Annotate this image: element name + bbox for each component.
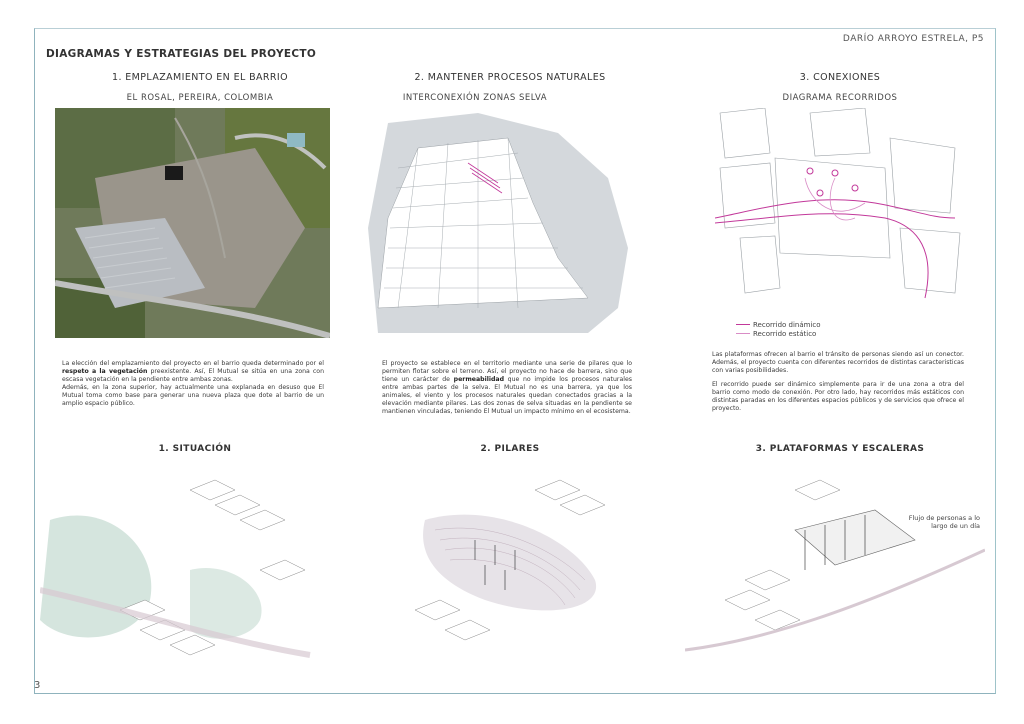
legend-dynamic: Recorrido dinámico xyxy=(753,320,821,329)
section-1-title: 1. EMPLAZAMIENTO EN EL BARRIO xyxy=(112,72,288,83)
author-label: DARÍO ARROYO ESTRELA, P5 xyxy=(842,34,984,44)
routes-legend xyxy=(736,320,821,338)
section-3-subtitle: DIAGRAMA RECORRIDOS xyxy=(782,93,898,103)
section-3-text: Las plataformas ofrecen al barrio el tránsito de personas siendo así un conector. Además, el proyecto cuenta con diferentes recorridos de distintas caracteristicas con varias posibilidades. El recorrido puede ser dinámico simplemente para ir de una zona a otra del barrio como modo de conexión. Por otro lado, hay recorridos más estáticos con distintas paradas en los diferentes espacios públicos y de servicios que ofrece el proyecto. xyxy=(712,351,964,412)
situacion-axonometric xyxy=(40,470,340,680)
legend-static: Recorrido estático xyxy=(753,329,817,338)
pilares-title: 2. PILARES xyxy=(480,444,540,454)
selva-diagram xyxy=(358,108,633,338)
page-title: DIAGRAMAS Y ESTRATEGIAS DEL PROYECTO xyxy=(46,48,317,60)
plataformas-axonometric xyxy=(685,470,985,680)
section-2-subtitle: INTERCONEXIÓN ZONAS SELVA xyxy=(402,93,548,103)
aerial-photo xyxy=(55,108,330,338)
flow-annotation: Flujo de personas a lo largo de un día xyxy=(908,514,980,530)
plataformas-title: 3. PLATAFORMAS Y ESCALERAS xyxy=(755,444,925,454)
section-1-text: La elección del emplazamiento del proyecto en el barrio queda determinado por el respeto a la vegetación preexistente. Así, El Mutual se sitúa en una zona con escasa vegetación en la pendiente entre ambas zonas. Además, en la zona superior, hay actualmente una explanada en desuso que El Mutual toma como base para generar una nueva plaza que dote al barrio de un amplio espacio público. xyxy=(62,360,324,407)
routes-diagram xyxy=(715,108,965,313)
pilares-axonometric xyxy=(355,470,665,680)
section-2-text: El proyecto se establece en el territorio mediante una serie de pilares que lo permiten flotar sobre el terreno. Así, el proyecto no hace de barrera, sino que tiene un carácter de permeabilidad que no impide los procesos naturales entre ambas partes de la selva. El Mutual no es una barrera, ya que los animales, el viento y los procesos naturales quedan conectados gracias a la elevación mediante pilares. Las dos zonas de selva situadas en la pendiente se mantienen vinculadas, teniendo El Mutual un impacto mínimo en el ecosistema. xyxy=(382,360,632,415)
page-number: 3 xyxy=(34,680,41,691)
section-2-title: 2. MANTENER PROCESOS NATURALES xyxy=(414,72,606,83)
section-3-title: 3. CONEXIONES xyxy=(799,72,881,83)
situacion-title: 1. SITUACIÓN xyxy=(158,444,232,454)
section-1-subtitle: EL ROSAL, PEREIRA, COLOMBIA xyxy=(126,93,274,103)
